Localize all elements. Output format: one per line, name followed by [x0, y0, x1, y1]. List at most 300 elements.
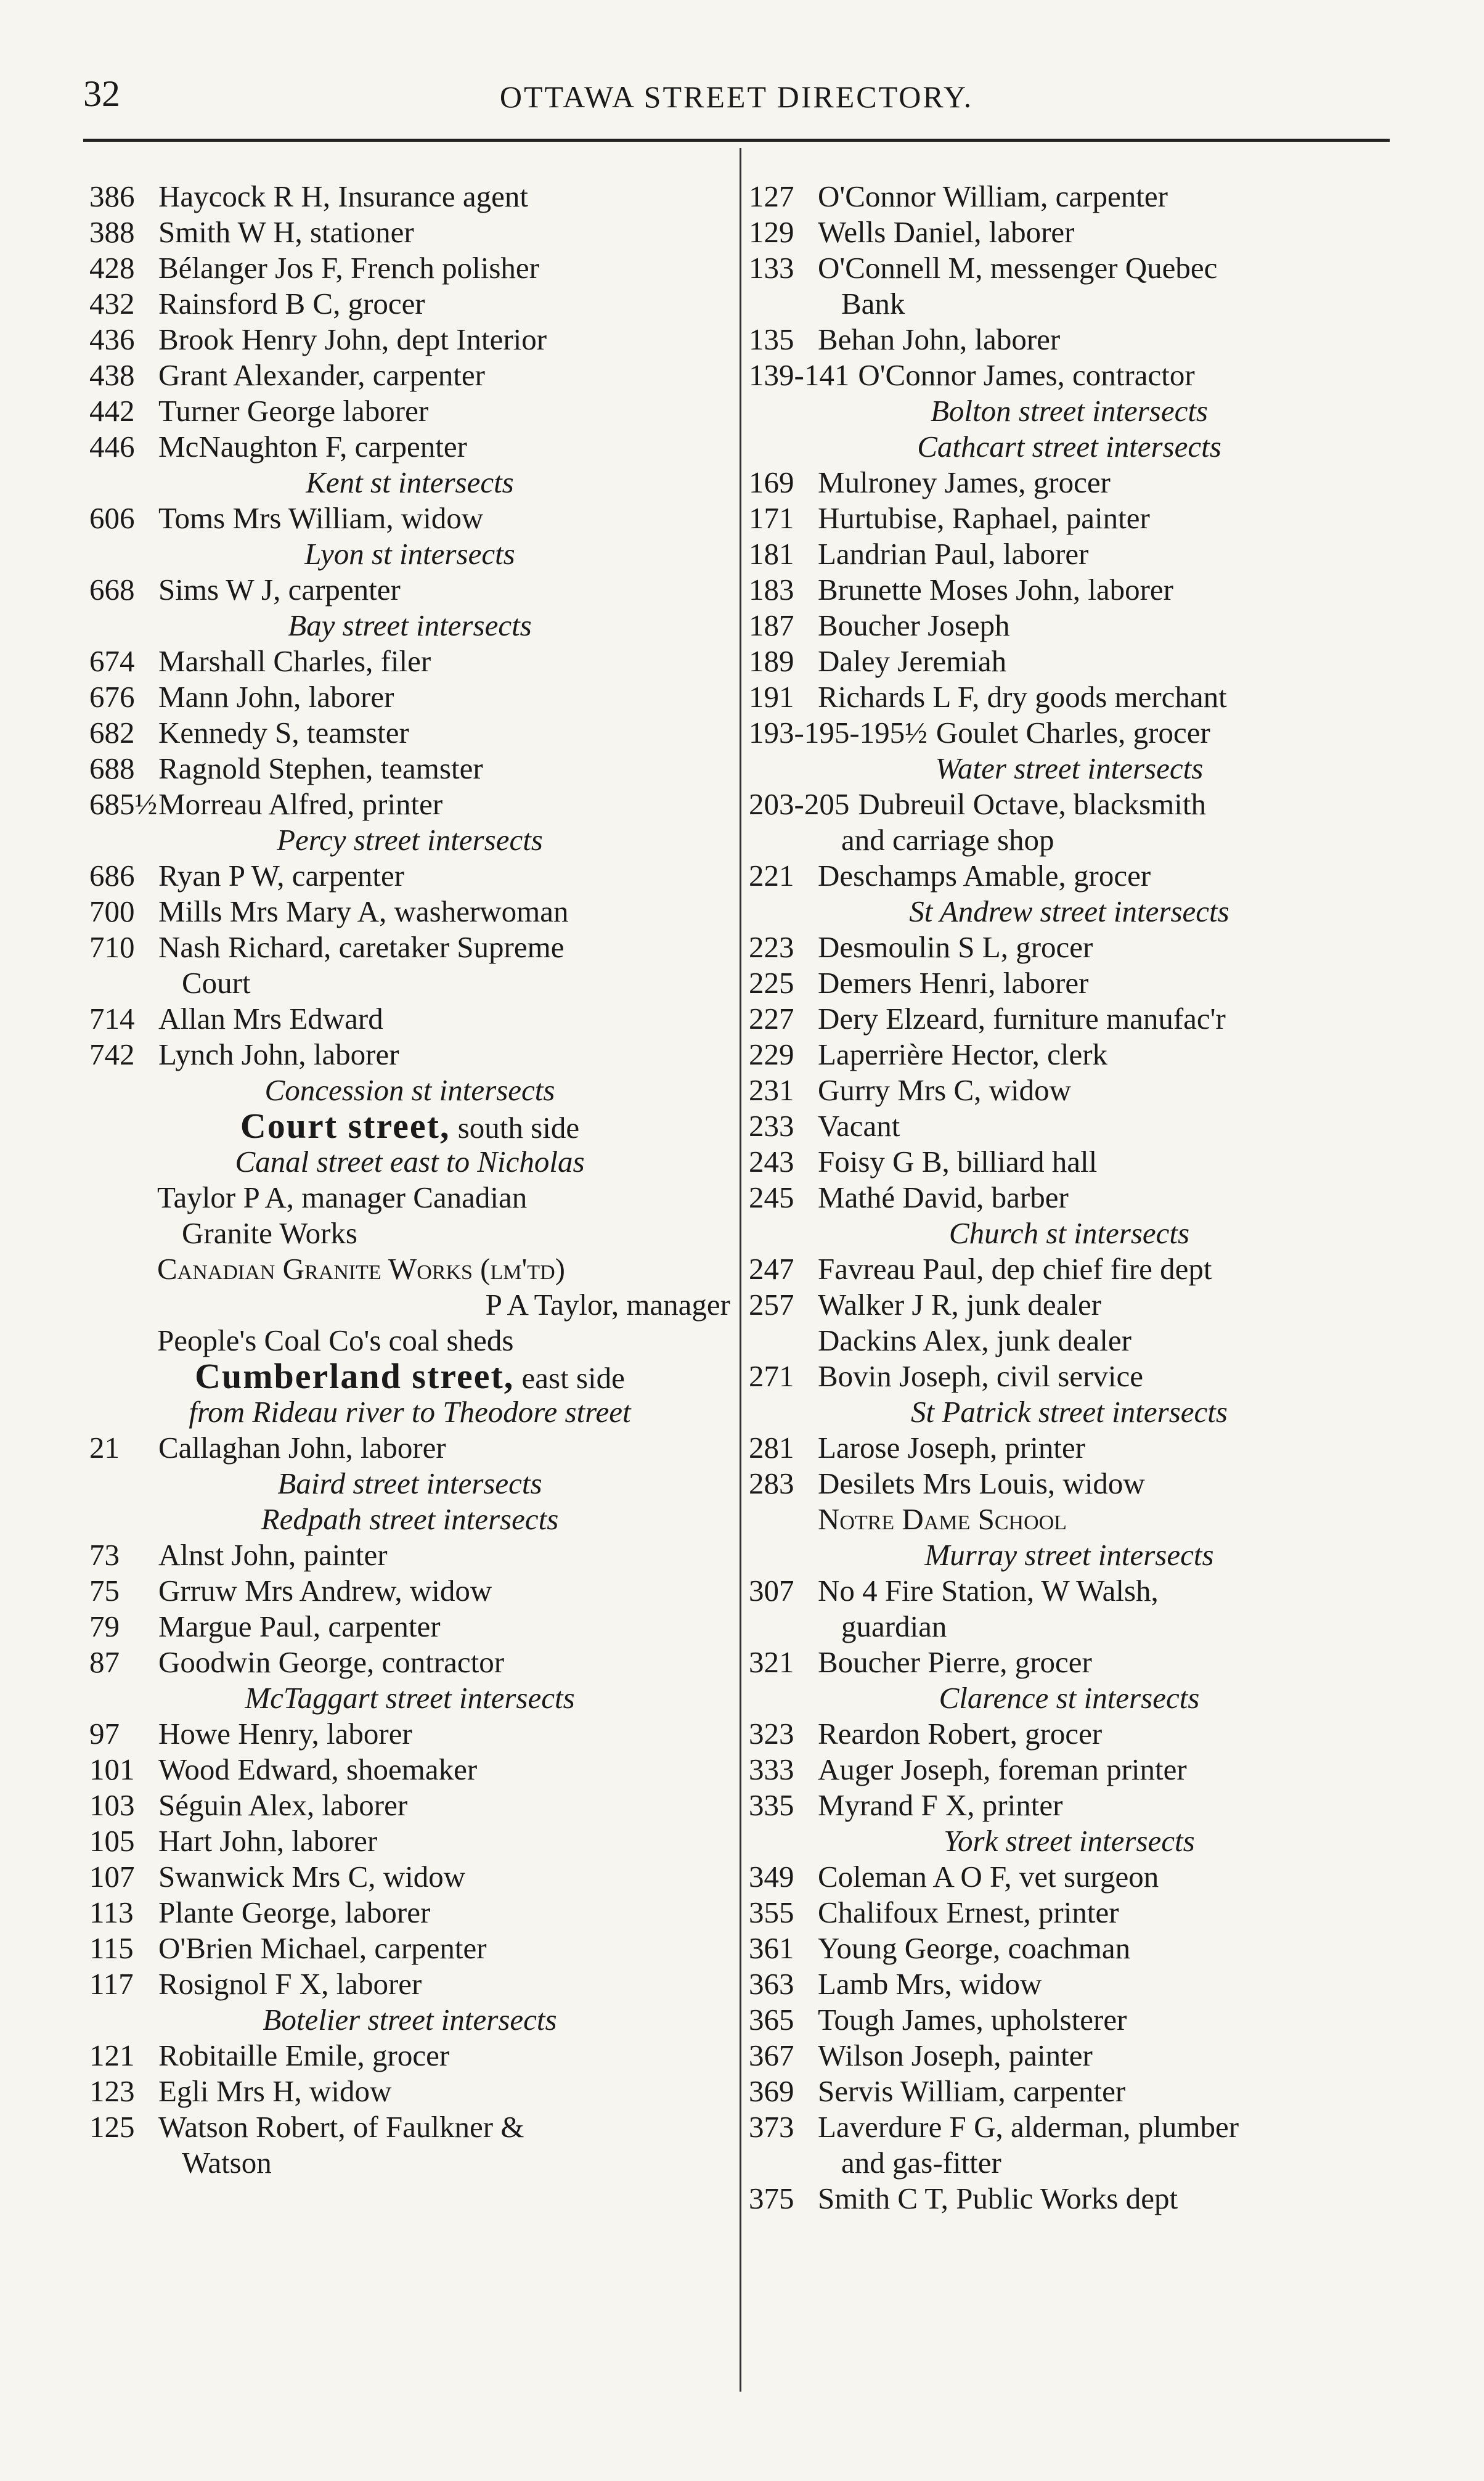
house-number: 257: [749, 1288, 794, 1322]
heading-text: Lyon st intersects: [304, 537, 515, 571]
house-number: 335: [749, 1788, 794, 1822]
house-number: 97: [89, 1717, 120, 1751]
house-number: 107: [89, 1860, 135, 1894]
house-number: 682: [89, 716, 135, 750]
directory-entry: [749, 1966, 1390, 2002]
resident-text: Lamb Mrs, widow: [818, 1967, 1042, 2001]
heading-text: Church st intersects: [948, 1216, 1190, 1250]
intersection-heading: [89, 1502, 730, 1537]
directory-entry: [89, 501, 730, 536]
entry-continuation: [749, 2145, 1390, 2181]
house-number: 129: [749, 215, 794, 249]
resident-text: Favreau Paul, dep chief fire dept: [818, 1252, 1212, 1286]
street-heading: [89, 1356, 730, 1396]
heading-text: Redpath street intersects: [261, 1502, 559, 1536]
resident-text: Rosignol F X, laborer: [158, 1967, 422, 2001]
resident-text: Robitaille Emile, grocer: [158, 2038, 450, 2072]
directory-entry: [749, 608, 1390, 644]
house-number: 135: [749, 322, 794, 356]
directory-entry: [89, 1001, 730, 1037]
house-number: 243: [749, 1145, 794, 1179]
resident-text: Séguin Alex, laborer: [158, 1788, 408, 1822]
directory-entry: [749, 1931, 1390, 1966]
house-number: 283: [749, 1466, 794, 1500]
heading-text: St Andrew street intersects: [909, 894, 1229, 928]
directory-entry: [749, 644, 1390, 679]
resident-text: Grant Alexander, carpenter: [158, 358, 485, 392]
resident-text: O'Connell M, messenger Quebec: [818, 251, 1218, 285]
directory-entry: [89, 1895, 730, 1931]
intersection-heading: [89, 608, 730, 644]
heading-text: Bolton street intersects: [931, 394, 1208, 428]
house-number: 139-141: [749, 358, 850, 392]
house-number: 710: [89, 930, 135, 964]
running-title: OTTAWA STREET DIRECTORY.: [499, 80, 974, 114]
resident-text: Granite Works: [182, 1216, 358, 1250]
house-number: 388: [89, 215, 135, 249]
house-number: 169: [749, 465, 794, 499]
directory-entry: [749, 465, 1390, 501]
house-number: 247: [749, 1252, 794, 1286]
directory-entry: [749, 1073, 1390, 1108]
resident-text: Ryan P W, carpenter: [158, 859, 405, 893]
directory-entry: [749, 1752, 1390, 1788]
house-number: 125: [89, 2110, 135, 2144]
header-rule: [83, 139, 1390, 142]
directory-entry: [89, 858, 730, 894]
resident-text: Dery Elzeard, furniture manufac'r: [818, 1002, 1226, 1036]
resident-text: Demers Henri, laborer: [818, 966, 1089, 1000]
directory-entry: [749, 215, 1390, 250]
house-number: 113: [89, 1895, 134, 1929]
resident-text: Kennedy S, teamster: [158, 716, 409, 750]
intersection-heading: [89, 1466, 730, 1502]
resident-text: O'Connor William, carpenter: [818, 179, 1168, 213]
house-number: 281: [749, 1431, 794, 1465]
directory-entry: [89, 358, 730, 393]
house-number: 187: [749, 608, 794, 642]
heading-text: Clarence st intersects: [939, 1681, 1200, 1715]
directory-entry: [89, 1788, 730, 1823]
resident-text: Bovin Joseph, civil service: [818, 1359, 1144, 1393]
directory-entry: [749, 930, 1390, 965]
house-number: 271: [749, 1359, 794, 1393]
directory-entry: [749, 1180, 1390, 1216]
house-number: 115: [89, 1931, 134, 1965]
intersection-heading: [89, 2002, 730, 2038]
page-number: 32: [83, 73, 120, 114]
directory-entry: [749, 1251, 1390, 1287]
heading-text: Kent st intersects: [306, 465, 514, 499]
directory-entry: [89, 1823, 730, 1859]
house-number: 375: [749, 2181, 794, 2215]
directory-entry: [89, 1609, 730, 1645]
directory-entry: [89, 787, 730, 822]
house-number: 307: [749, 1574, 794, 1608]
house-number: 446: [89, 430, 135, 464]
directory-entry: [749, 501, 1390, 536]
heading-text: Botelier street intersects: [263, 2003, 557, 2037]
house-number: 428: [89, 251, 135, 285]
house-number: 349: [749, 1860, 794, 1894]
house-number: 361: [749, 1931, 794, 1965]
house-number: 229: [749, 1037, 794, 1071]
heading-text: Concession st intersects: [264, 1073, 555, 1107]
directory-entry: [89, 429, 730, 465]
resident-text: Haycock R H, Insurance agent: [158, 179, 529, 213]
intersection-heading: [749, 1394, 1390, 1430]
house-number: 685½: [89, 787, 158, 821]
left-column: [89, 179, 730, 2181]
directory-entry: [89, 250, 730, 286]
resident-text: Wood Edward, shoemaker: [158, 1752, 478, 1786]
directory-entry: [749, 322, 1390, 358]
resident-text: McNaughton F, carpenter: [158, 430, 467, 464]
directory-entry: [749, 1788, 1390, 1823]
resident-text: and gas-fitter: [841, 2146, 1001, 2180]
entry-continuation: [89, 1216, 730, 1251]
resident-text: Dackins Alex, junk dealer: [818, 1323, 1131, 1357]
resident-text: guardian: [841, 1609, 947, 1643]
directory-entry: [749, 1287, 1390, 1323]
directory-entry: [89, 1931, 730, 1966]
resident-text: Sims W J, carpenter: [158, 573, 401, 607]
directory-entry: [89, 644, 730, 679]
directory-entry: [89, 1430, 730, 1466]
house-number: 193-195-195½: [749, 716, 928, 750]
house-number: 123: [89, 2074, 135, 2108]
resident-text: No 4 Fire Station, W Walsh,: [818, 1574, 1159, 1608]
directory-entry: [89, 715, 730, 751]
resident-text: Behan John, laborer: [818, 322, 1061, 356]
intersection-heading: [89, 465, 730, 501]
resident-text: Lynch John, laborer: [158, 1037, 399, 1071]
heading-text: Canal street east to Nicholas: [235, 1145, 585, 1179]
intersection-heading: [749, 429, 1390, 465]
resident-text: Wilson Joseph, painter: [818, 2038, 1093, 2072]
heading-text: Murray street intersects: [924, 1538, 1214, 1572]
directory-entry: [749, 179, 1390, 215]
directory-entry: [749, 2038, 1390, 2074]
directory-entry: [89, 1645, 730, 1680]
house-number: 432: [89, 287, 135, 321]
resident-text: Howe Henry, laborer: [158, 1717, 412, 1751]
resident-text: Callaghan John, laborer: [158, 1431, 446, 1465]
entry-continuation: [89, 965, 730, 1001]
resident-text: Daley Jeremiah: [818, 644, 1007, 678]
entry-continuation: [89, 1287, 730, 1323]
resident-text: Smith C T, Public Works dept: [818, 2181, 1178, 2215]
resident-text: Myrand F X, printer: [818, 1788, 1063, 1822]
resident-text: Allan Mrs Edward: [158, 1002, 383, 1036]
house-number: 386: [89, 179, 135, 213]
intersection-heading: [749, 1680, 1390, 1716]
house-number: 245: [749, 1180, 794, 1214]
house-number: 87: [89, 1645, 120, 1679]
entry-continuation: [89, 2145, 730, 2181]
house-number: 231: [749, 1073, 794, 1107]
entry-continuation: [749, 822, 1390, 858]
resident-text: Taylor P A, manager Canadian: [157, 1180, 528, 1214]
heading-text: Baird street intersects: [277, 1466, 542, 1500]
resident-text: Watson Robert, of Faulkner &: [158, 2110, 524, 2144]
resident-text: Alnst John, painter: [158, 1538, 388, 1572]
heading-text: from Rideau river to Theodore street: [189, 1395, 631, 1429]
house-number: 121: [89, 2038, 135, 2072]
heading-text: York street intersects: [944, 1824, 1195, 1858]
directory-entry: [749, 572, 1390, 608]
house-number: 369: [749, 2074, 794, 2108]
resident-text: Canadian Granite Works (lm'td): [157, 1252, 565, 1286]
house-number: 101: [89, 1752, 135, 1786]
directory-entry: [749, 2002, 1390, 2038]
house-number: 365: [749, 2003, 794, 2037]
resident-text: Hart John, laborer: [158, 1824, 378, 1858]
resident-text: Coleman A O F, vet surgeon: [818, 1860, 1159, 1894]
resident-text: Bélanger Jos F, French polisher: [158, 251, 540, 285]
house-number: 323: [749, 1717, 794, 1751]
entry-continuation: [89, 1323, 730, 1359]
directory-entry: [749, 2109, 1390, 2145]
directory-entry: [749, 2181, 1390, 2217]
house-number: 438: [89, 358, 135, 392]
resident-text: Boucher Joseph: [818, 608, 1010, 642]
resident-text: Desmoulin S L, grocer: [818, 930, 1093, 964]
resident-text: Toms Mrs William, widow: [158, 501, 484, 535]
directory-entry: [89, 1752, 730, 1788]
directory-entry: [749, 715, 1390, 751]
house-number: 333: [749, 1752, 794, 1786]
intersection-heading: [89, 1144, 730, 1180]
resident-text: Reardon Robert, grocer: [818, 1717, 1103, 1751]
intersection-heading: [89, 1394, 730, 1430]
resident-text: Laverdure F G, alderman, plumber: [818, 2110, 1239, 2144]
directory-entry: [749, 1645, 1390, 1680]
house-number: 355: [749, 1895, 794, 1929]
resident-text: Swanwick Mrs C, widow: [158, 1860, 466, 1894]
directory-entry: [749, 1001, 1390, 1037]
directory-entry: [89, 2074, 730, 2109]
house-number: 103: [89, 1788, 135, 1822]
house-number: 700: [89, 894, 135, 928]
resident-text: Mills Mrs Mary A, washerwoman: [158, 894, 569, 928]
resident-text: Richards L F, dry goods merchant: [818, 680, 1227, 714]
house-number: 223: [749, 930, 794, 964]
resident-text: Servis William, carpenter: [818, 2074, 1126, 2108]
house-number: 373: [749, 2110, 794, 2144]
directory-entry: [89, 1573, 730, 1609]
resident-text: Bank: [841, 287, 905, 321]
resident-text: Mathé David, barber: [818, 1180, 1069, 1214]
intersection-heading: [89, 822, 730, 858]
directory-entry: [89, 679, 730, 715]
entry-continuation: [749, 1323, 1390, 1359]
page-header: [83, 73, 1390, 128]
resident-text: Vacant: [818, 1109, 900, 1143]
resident-text: Auger Joseph, foreman printer: [818, 1752, 1187, 1786]
street-name: Court street,: [240, 1106, 450, 1146]
directory-entry: [89, 1537, 730, 1573]
street-name: Cumberland street,: [195, 1356, 515, 1396]
resident-text: Mulroney James, grocer: [818, 465, 1111, 499]
house-number: 183: [749, 573, 794, 607]
resident-text: Brook Henry John, dept Interior: [158, 322, 547, 356]
resident-text: Smith W H, stationer: [158, 215, 414, 249]
intersection-heading: [749, 751, 1390, 787]
house-number: 321: [749, 1645, 794, 1679]
heading-text: Bay street intersects: [288, 608, 532, 642]
house-number: 171: [749, 501, 794, 535]
directory-entry: [749, 1359, 1390, 1394]
house-number: 191: [749, 680, 794, 714]
house-number: 367: [749, 2038, 794, 2072]
directory-entry: [749, 679, 1390, 715]
resident-text: Plante George, laborer: [158, 1895, 431, 1929]
directory-entry: [749, 1144, 1390, 1180]
intersection-heading: [89, 1680, 730, 1716]
house-number: 181: [749, 537, 794, 571]
house-number: 105: [89, 1824, 135, 1858]
directory-entry: [89, 1966, 730, 2002]
resident-text: People's Coal Co's coal sheds: [157, 1323, 514, 1357]
directory-entry: [89, 286, 730, 322]
house-number: 225: [749, 966, 794, 1000]
directory-entry: [89, 322, 730, 358]
directory-entry: [89, 215, 730, 250]
resident-text: Young George, coachman: [818, 1931, 1131, 1965]
resident-text: P A Taylor, manager: [485, 1288, 730, 1322]
street-heading: [89, 1108, 730, 1144]
directory-entry: [89, 179, 730, 215]
entry-continuation: [89, 1251, 730, 1287]
directory-entry: [749, 1895, 1390, 1931]
house-number: 189: [749, 644, 794, 678]
resident-text: Mann John, laborer: [158, 680, 394, 714]
house-number: 233: [749, 1109, 794, 1143]
house-number: 742: [89, 1037, 135, 1071]
right-column: [749, 179, 1390, 2217]
directory-entry: [89, 894, 730, 930]
house-number: 676: [89, 680, 135, 714]
resident-text: Desilets Mrs Louis, widow: [818, 1466, 1145, 1500]
resident-text: Morreau Alfred, printer: [158, 787, 443, 821]
house-number: 714: [89, 1002, 135, 1036]
directory-entry: [749, 1430, 1390, 1466]
directory-entry: [89, 2038, 730, 2074]
entry-continuation: [749, 1502, 1390, 1537]
resident-text: Walker J R, junk dealer: [818, 1288, 1102, 1322]
resident-text: O'Brien Michael, carpenter: [158, 1931, 487, 1965]
heading-text: Water street intersects: [935, 751, 1204, 785]
directory-entry: [89, 572, 730, 608]
column-divider: [740, 148, 741, 2392]
resident-text: Turner George laborer: [158, 394, 429, 428]
house-number: 363: [749, 1967, 794, 2001]
directory-entry: [749, 2074, 1390, 2109]
directory-entry: [749, 1573, 1390, 1609]
house-number: 21: [89, 1431, 120, 1465]
directory-entry: [749, 1108, 1390, 1144]
house-number: 73: [89, 1538, 120, 1572]
street-side: south side: [450, 1111, 580, 1145]
resident-text: Hurtubise, Raphael, painter: [818, 501, 1150, 535]
house-number: 75: [89, 1574, 120, 1608]
house-number: 133: [749, 251, 794, 285]
house-number: 79: [89, 1609, 120, 1643]
directory-entry: [89, 1859, 730, 1895]
entry-continuation: [749, 1609, 1390, 1645]
heading-text: Cathcart street intersects: [917, 430, 1221, 464]
house-number: 227: [749, 1002, 794, 1036]
resident-text: Ragnold Stephen, teamster: [158, 751, 483, 785]
house-number: 117: [89, 1967, 134, 2001]
directory-entry: [749, 250, 1390, 286]
directory-entry: [89, 751, 730, 787]
directory-entry: [749, 1859, 1390, 1895]
house-number: 221: [749, 859, 794, 893]
resident-text: Grruw Mrs Andrew, widow: [158, 1574, 492, 1608]
house-number: 688: [89, 751, 135, 785]
directory-entry: [749, 1466, 1390, 1502]
house-number: 668: [89, 573, 135, 607]
resident-text: Egli Mrs H, widow: [158, 2074, 392, 2108]
directory-entry: [89, 1037, 730, 1073]
intersection-heading: [749, 393, 1390, 429]
entry-continuation: [89, 1180, 730, 1216]
heading-text: McTaggart street intersects: [245, 1681, 575, 1715]
resident-text: Nash Richard, caretaker Supreme: [158, 930, 565, 964]
intersection-heading: [749, 1823, 1390, 1859]
directory-entry: [89, 930, 730, 965]
directory-entry: [749, 358, 1390, 393]
resident-text: Laperrière Hector, clerk: [818, 1037, 1108, 1071]
resident-text: Watson: [182, 2146, 272, 2180]
street-side: east side: [514, 1361, 625, 1395]
resident-text: Goodwin George, contractor: [158, 1645, 505, 1679]
intersection-heading: [89, 536, 730, 572]
house-number: 686: [89, 859, 135, 893]
directory-entry: [89, 393, 730, 429]
resident-text: Larose Joseph, printer: [818, 1431, 1086, 1465]
intersection-heading: [749, 894, 1390, 930]
directory-entry: [749, 1037, 1390, 1073]
resident-text: Court: [182, 966, 251, 1000]
heading-text: Percy street intersects: [277, 823, 543, 857]
resident-text: Margue Paul, carpenter: [158, 1609, 441, 1643]
resident-text: Chalifoux Ernest, printer: [818, 1895, 1119, 1929]
resident-text: Deschamps Amable, grocer: [818, 859, 1151, 893]
directory-entry: [89, 2109, 730, 2145]
directory-entry: [749, 1716, 1390, 1752]
resident-text: O'Connor James, contractor: [858, 358, 1195, 392]
directory-entry: [89, 1716, 730, 1752]
resident-text: Notre Dame School: [818, 1502, 1067, 1536]
directory-entry: [749, 787, 1390, 822]
resident-text: Tough James, upholsterer: [818, 2003, 1127, 2037]
resident-text: Foisy G B, billiard hall: [818, 1145, 1098, 1179]
house-number: 674: [89, 644, 135, 678]
resident-text: Dubreuil Octave, blacksmith: [858, 787, 1207, 821]
house-number: 127: [749, 179, 794, 213]
resident-text: Marshall Charles, filer: [158, 644, 431, 678]
entry-continuation: [749, 286, 1390, 322]
resident-text: Gurry Mrs C, widow: [818, 1073, 1072, 1107]
resident-text: Landrian Paul, laborer: [818, 537, 1089, 571]
resident-text: Boucher Pierre, grocer: [818, 1645, 1092, 1679]
heading-text: St Patrick street intersects: [911, 1395, 1228, 1429]
resident-text: Rainsford B C, grocer: [158, 287, 425, 321]
house-number: 442: [89, 394, 135, 428]
